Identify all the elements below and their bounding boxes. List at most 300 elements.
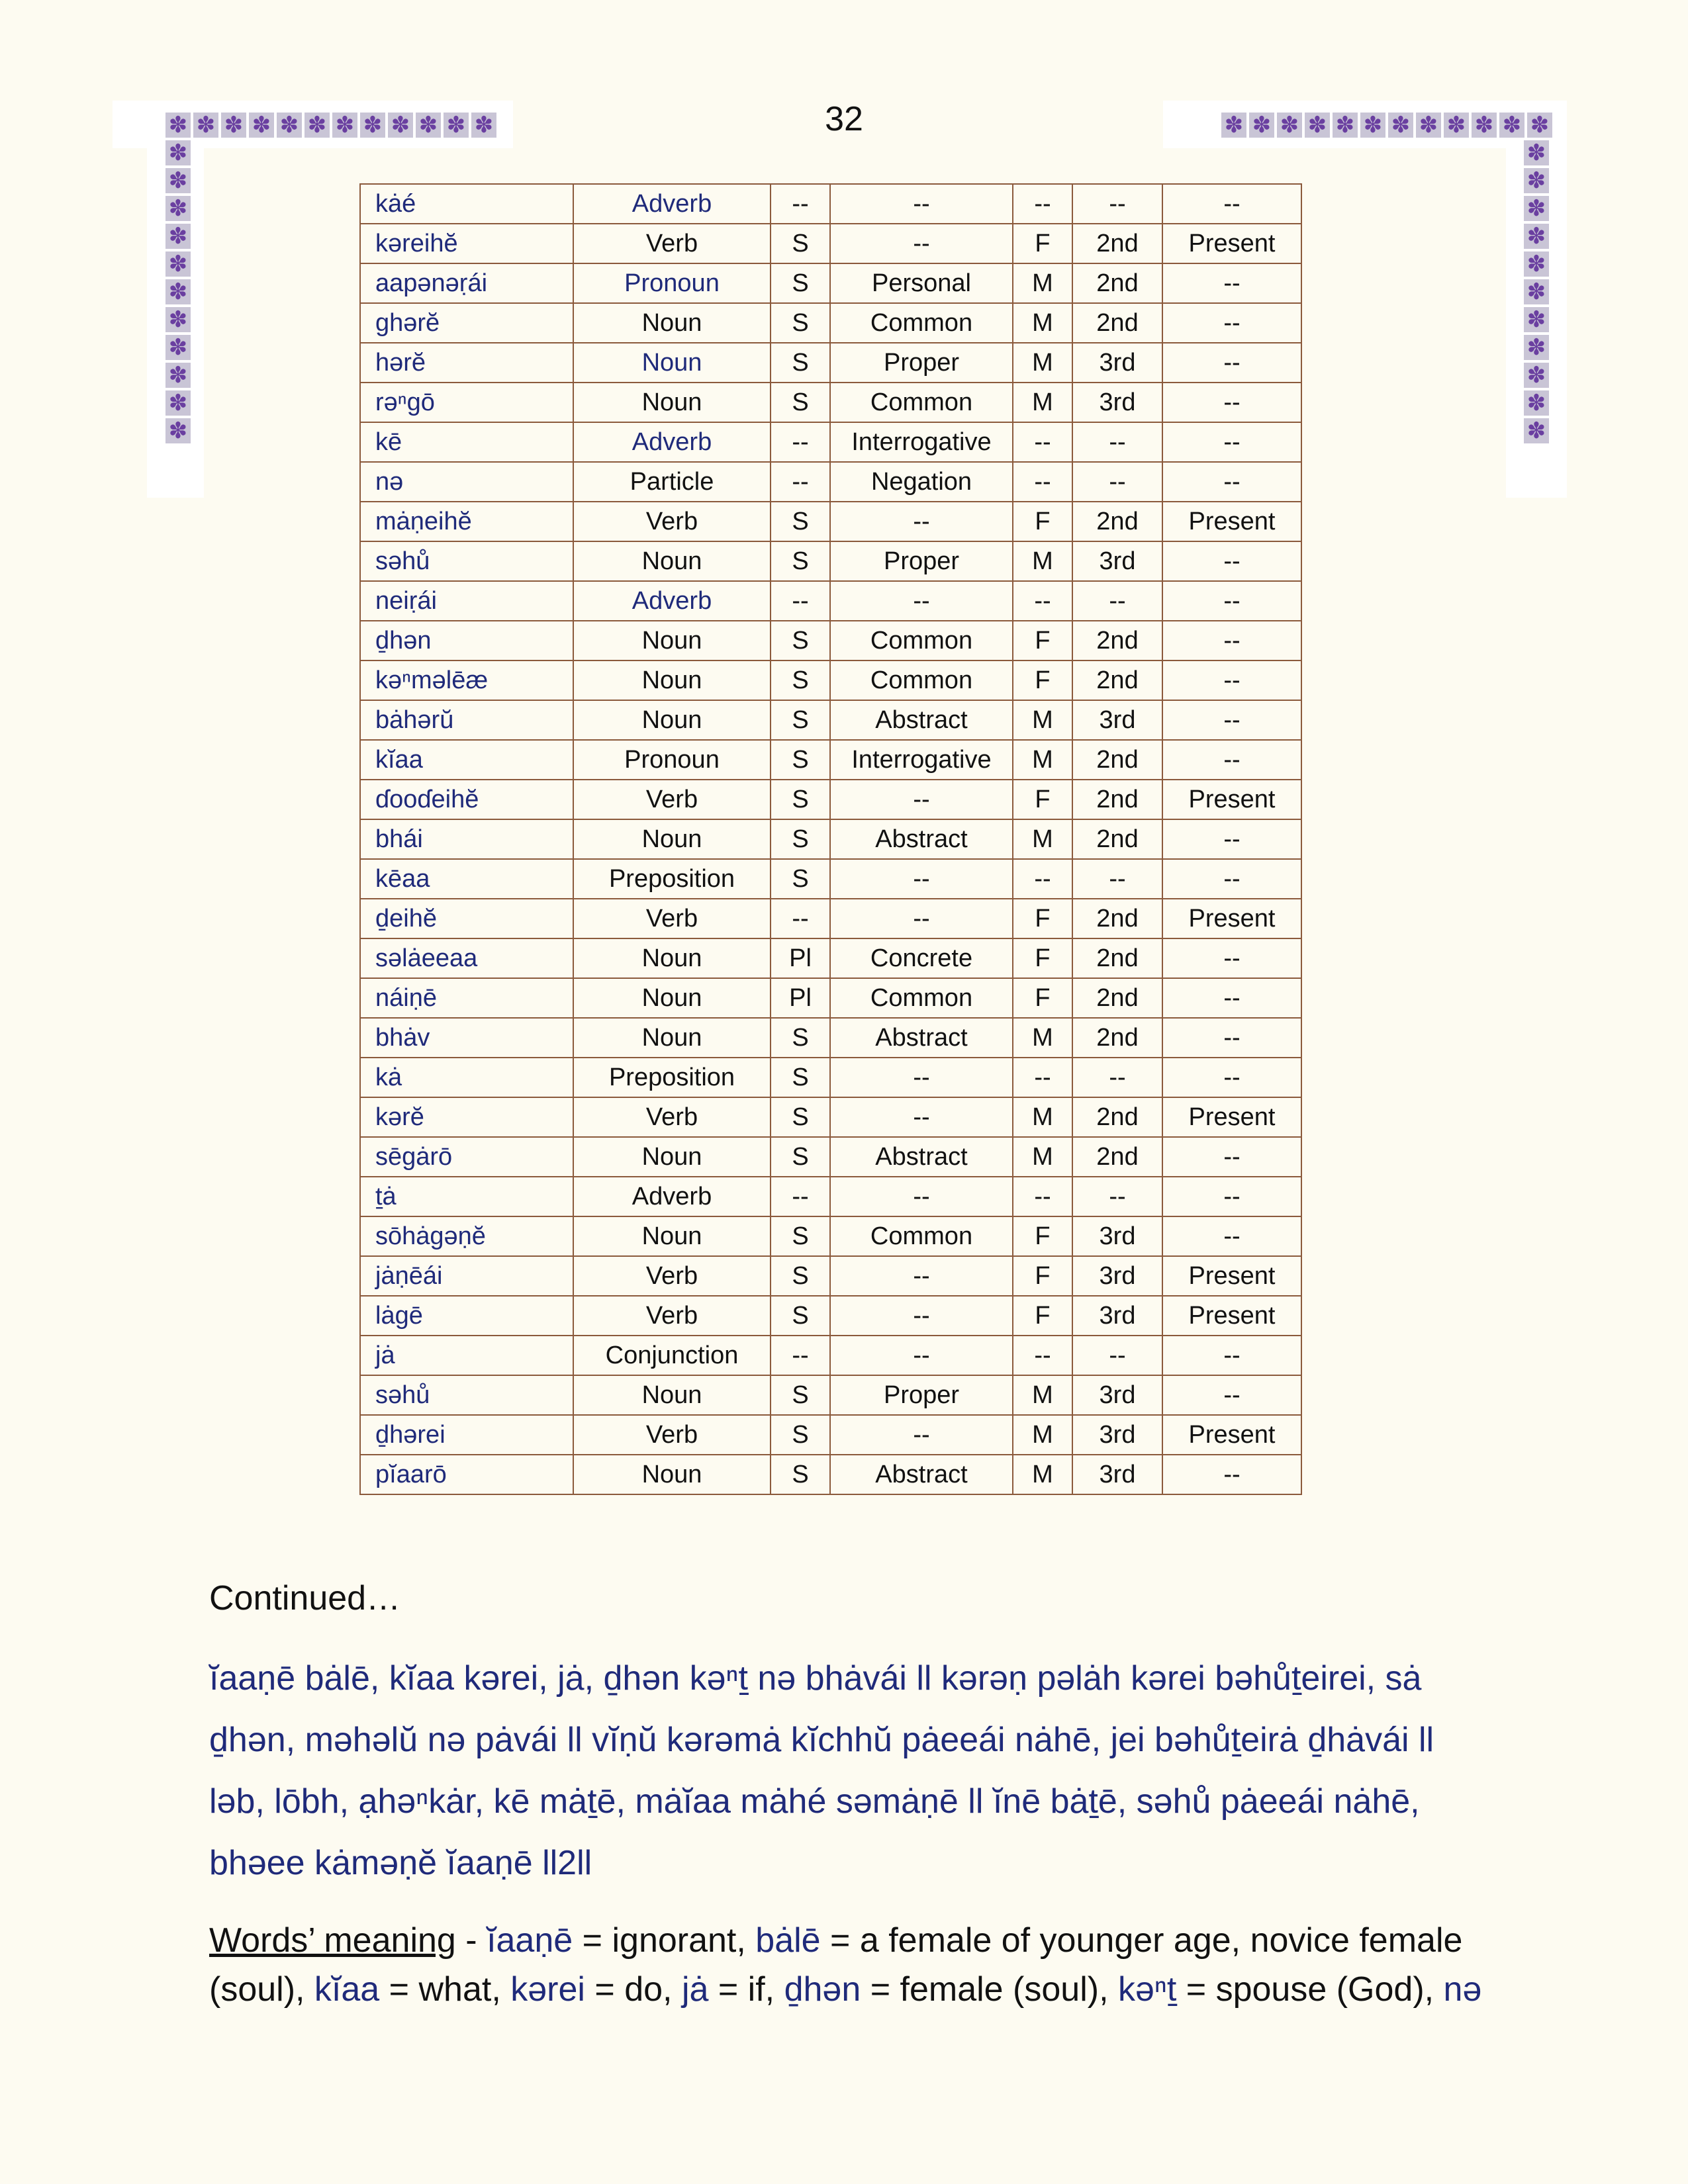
table-cell: -- bbox=[1072, 1177, 1162, 1216]
table-cell: -- bbox=[771, 184, 830, 224]
table-cell: -- bbox=[1162, 462, 1301, 502]
verse-line: ḏhən, məhəlŭ nə pȧvái ll vĭṇŭ kərəmȧ kĭchhŭ pȧeeái nȧhē, jei bəhůṯeirȧ ḏhȧvái ll bbox=[209, 1721, 1434, 1759]
table-cell: -- bbox=[1162, 541, 1301, 581]
table-cell: -- bbox=[1013, 462, 1072, 502]
page-number: 32 bbox=[825, 100, 863, 138]
flower-icon: ✽ bbox=[193, 113, 218, 138]
table-cell: Noun bbox=[573, 1018, 771, 1058]
table-cell: -- bbox=[1162, 700, 1301, 740]
flower-icon: ✽ bbox=[165, 196, 191, 221]
table-cell: Common bbox=[830, 1216, 1013, 1256]
table-cell: -- bbox=[1162, 1455, 1301, 1494]
table-cell: Personal bbox=[830, 263, 1013, 303]
table-cell: -- bbox=[1162, 938, 1301, 978]
table-cell: 2nd bbox=[1072, 740, 1162, 780]
table-cell: -- bbox=[1162, 819, 1301, 859]
table-cell: Abstract bbox=[830, 700, 1013, 740]
table-row bbox=[360, 899, 1301, 938]
table-cell-word: səhů bbox=[360, 541, 573, 581]
table-cell: M bbox=[1013, 263, 1072, 303]
table-cell: S bbox=[771, 343, 830, 383]
flower-icon: ✽ bbox=[1524, 335, 1549, 360]
table-cell: S bbox=[771, 1415, 830, 1455]
table-cell: -- bbox=[1162, 1375, 1301, 1415]
table-cell-word: kȧ bbox=[360, 1058, 573, 1097]
table-cell: F bbox=[1013, 660, 1072, 700]
table-cell: -- bbox=[1162, 343, 1301, 383]
table-cell: M bbox=[1013, 343, 1072, 383]
table-cell: Common bbox=[830, 978, 1013, 1018]
table-cell: Common bbox=[830, 383, 1013, 422]
table-row bbox=[360, 502, 1301, 541]
table-cell: -- bbox=[1162, 1216, 1301, 1256]
meaning-definition: = spouse (God), bbox=[1176, 1970, 1444, 2009]
table-cell: S bbox=[771, 383, 830, 422]
table-cell: Noun bbox=[573, 819, 771, 859]
meaning-term: kəⁿṯ bbox=[1117, 1970, 1177, 2009]
table-cell: Abstract bbox=[830, 1455, 1013, 1494]
flower-icon: ✽ bbox=[1416, 113, 1441, 138]
meaning-definition: = what, bbox=[379, 1970, 511, 2009]
table-cell: 3rd bbox=[1072, 541, 1162, 581]
table-cell: 2nd bbox=[1072, 1137, 1162, 1177]
table-cell: -- bbox=[1162, 1058, 1301, 1097]
table-cell: -- bbox=[1162, 422, 1301, 462]
table-cell: Noun bbox=[573, 1455, 771, 1494]
table-cell: Pronoun bbox=[573, 263, 771, 303]
table-row bbox=[360, 1296, 1301, 1336]
table-cell: 3rd bbox=[1072, 383, 1162, 422]
table-cell: Abstract bbox=[830, 1018, 1013, 1058]
flower-icon: ✽ bbox=[1524, 390, 1549, 416]
table-cell: Noun bbox=[573, 383, 771, 422]
flower-icon: ✽ bbox=[1388, 113, 1413, 138]
table-cell: -- bbox=[830, 1296, 1013, 1336]
table-cell: Adverb bbox=[573, 422, 771, 462]
table-cell: 3rd bbox=[1072, 1415, 1162, 1455]
table-cell: 3rd bbox=[1072, 1216, 1162, 1256]
table-cell: -- bbox=[1072, 462, 1162, 502]
flower-border-right bbox=[1524, 140, 1549, 443]
table-cell-word: kȧé bbox=[360, 184, 573, 224]
table-row bbox=[360, 184, 1301, 224]
table-cell-word: kĭaa bbox=[360, 740, 573, 780]
flower-icon: ✽ bbox=[1249, 113, 1274, 138]
table-cell: 2nd bbox=[1072, 303, 1162, 343]
table-row bbox=[360, 859, 1301, 899]
table-cell-word: ɗooɗeihĕ bbox=[360, 780, 573, 819]
flower-icon: ✽ bbox=[1524, 168, 1549, 193]
table-cell: Noun bbox=[573, 660, 771, 700]
meaning-term: ḏhən bbox=[784, 1970, 861, 2009]
table-cell: Verb bbox=[573, 1256, 771, 1296]
table-row bbox=[360, 422, 1301, 462]
table-cell: -- bbox=[1072, 859, 1162, 899]
table-cell: Proper bbox=[830, 541, 1013, 581]
table-cell: M bbox=[1013, 740, 1072, 780]
flower-icon: ✽ bbox=[1472, 113, 1497, 138]
table-cell: -- bbox=[1162, 740, 1301, 780]
table-cell-word: kəreihĕ bbox=[360, 224, 573, 263]
table-row bbox=[360, 1415, 1301, 1455]
table-cell: F bbox=[1013, 224, 1072, 263]
table-cell: -- bbox=[1013, 859, 1072, 899]
table-cell: 2nd bbox=[1072, 780, 1162, 819]
table-row bbox=[360, 303, 1301, 343]
table-cell-word: bȧhərŭ bbox=[360, 700, 573, 740]
table-row bbox=[360, 780, 1301, 819]
flower-border-top-right bbox=[1221, 113, 1552, 138]
table-cell: -- bbox=[830, 1097, 1013, 1137]
table-cell: -- bbox=[1162, 303, 1301, 343]
table-cell: M bbox=[1013, 819, 1072, 859]
table-cell: 2nd bbox=[1072, 819, 1162, 859]
meaning-term: ĭaaṇē bbox=[487, 1921, 573, 1960]
table-cell: M bbox=[1013, 541, 1072, 581]
table-cell-word: sōhȧgəṇĕ bbox=[360, 1216, 573, 1256]
flower-icon: ✽ bbox=[416, 113, 441, 138]
table-cell: Pl bbox=[771, 938, 830, 978]
table-cell: Noun bbox=[573, 541, 771, 581]
table-cell: M bbox=[1013, 1018, 1072, 1058]
table-cell: M bbox=[1013, 1137, 1072, 1177]
table-cell: S bbox=[771, 1216, 830, 1256]
table-cell: F bbox=[1013, 1296, 1072, 1336]
table-cell: -- bbox=[1072, 422, 1162, 462]
table-cell-word: səhů bbox=[360, 1375, 573, 1415]
table-cell: Present bbox=[1162, 1097, 1301, 1137]
table-cell: -- bbox=[1162, 184, 1301, 224]
table-row bbox=[360, 343, 1301, 383]
table-cell: Negation bbox=[830, 462, 1013, 502]
table-cell: Common bbox=[830, 303, 1013, 343]
meaning-definition: = do, bbox=[585, 1970, 682, 2009]
table-row bbox=[360, 1336, 1301, 1375]
table-cell: M bbox=[1013, 1455, 1072, 1494]
table-cell-word: ḏeihĕ bbox=[360, 899, 573, 938]
meaning-dash: - bbox=[455, 1921, 487, 1960]
flower-icon: ✽ bbox=[1524, 418, 1549, 443]
table-cell: Common bbox=[830, 621, 1013, 660]
table-cell-word: rəⁿgō bbox=[360, 383, 573, 422]
table-row bbox=[360, 581, 1301, 621]
flower-icon: ✽ bbox=[165, 251, 191, 277]
flower-icon: ✽ bbox=[165, 140, 191, 165]
flower-icon: ✽ bbox=[1444, 113, 1469, 138]
table-cell: 2nd bbox=[1072, 502, 1162, 541]
table-cell: 3rd bbox=[1072, 1256, 1162, 1296]
table-cell: 2nd bbox=[1072, 621, 1162, 660]
table-cell-word: səlȧeeaa bbox=[360, 938, 573, 978]
table-cell-word: lȧgē bbox=[360, 1296, 573, 1336]
flower-icon: ✽ bbox=[1277, 113, 1302, 138]
words-meaning-title: Words’ meaning bbox=[209, 1921, 456, 1960]
table-cell: -- bbox=[1162, 621, 1301, 660]
meaning-definition: = a female of younger age, novice female (soul), bbox=[209, 1921, 1463, 2009]
table-cell: -- bbox=[830, 224, 1013, 263]
table-cell: Present bbox=[1162, 899, 1301, 938]
table-cell: -- bbox=[1162, 1336, 1301, 1375]
table-cell: M bbox=[1013, 1097, 1072, 1137]
table-cell: S bbox=[771, 700, 830, 740]
table-row bbox=[360, 978, 1301, 1018]
table-cell: S bbox=[771, 740, 830, 780]
table-row bbox=[360, 1018, 1301, 1058]
table-cell: -- bbox=[830, 780, 1013, 819]
table-cell-word: ḏhərei bbox=[360, 1415, 573, 1455]
table-cell: F bbox=[1013, 1216, 1072, 1256]
table-cell: S bbox=[771, 1256, 830, 1296]
verse bbox=[209, 1648, 1500, 1894]
table-cell: -- bbox=[771, 899, 830, 938]
table-cell-word: ṯȧ bbox=[360, 1177, 573, 1216]
table-row bbox=[360, 1375, 1301, 1415]
table-cell: -- bbox=[1072, 184, 1162, 224]
meaning-definition: = female (soul), bbox=[861, 1970, 1118, 2009]
table-cell: 3rd bbox=[1072, 1455, 1162, 1494]
table-cell: 2nd bbox=[1072, 263, 1162, 303]
flower-icon: ✽ bbox=[165, 390, 191, 416]
table-cell: Noun bbox=[573, 343, 771, 383]
table-cell: M bbox=[1013, 1415, 1072, 1455]
table-cell: S bbox=[771, 859, 830, 899]
flower-icon: ✽ bbox=[305, 113, 330, 138]
table-cell-word: náiṇē bbox=[360, 978, 573, 1018]
table-cell-word: mȧṇeihĕ bbox=[360, 502, 573, 541]
table-cell: Noun bbox=[573, 938, 771, 978]
table-row bbox=[360, 1455, 1301, 1494]
flower-icon: ✽ bbox=[1499, 113, 1524, 138]
table-cell: Noun bbox=[573, 303, 771, 343]
table-cell: F bbox=[1013, 621, 1072, 660]
table-row bbox=[360, 660, 1301, 700]
flower-icon: ✽ bbox=[1524, 307, 1549, 332]
flower-icon: ✽ bbox=[221, 113, 246, 138]
table-cell: -- bbox=[1072, 1336, 1162, 1375]
table-cell: 2nd bbox=[1072, 978, 1162, 1018]
table-cell: -- bbox=[830, 1256, 1013, 1296]
table-cell-word: hərĕ bbox=[360, 343, 573, 383]
table-cell-word: sēgȧrō bbox=[360, 1137, 573, 1177]
table-row bbox=[360, 462, 1301, 502]
flower-icon: ✽ bbox=[1524, 196, 1549, 221]
table-cell-word: bhȧv bbox=[360, 1018, 573, 1058]
table-cell: -- bbox=[830, 502, 1013, 541]
table-cell: Noun bbox=[573, 1375, 771, 1415]
table-cell: S bbox=[771, 660, 830, 700]
table-cell: S bbox=[771, 819, 830, 859]
flower-icon: ✽ bbox=[165, 224, 191, 249]
table-cell: F bbox=[1013, 1256, 1072, 1296]
table-cell: S bbox=[771, 1097, 830, 1137]
table-cell: F bbox=[1013, 938, 1072, 978]
table-cell: S bbox=[771, 224, 830, 263]
table-row bbox=[360, 383, 1301, 422]
table-cell: Adverb bbox=[573, 581, 771, 621]
table-cell: Noun bbox=[573, 621, 771, 660]
table-cell: -- bbox=[830, 1058, 1013, 1097]
table-row bbox=[360, 1177, 1301, 1216]
table-cell: -- bbox=[1072, 581, 1162, 621]
table-cell: Common bbox=[830, 660, 1013, 700]
table-cell: S bbox=[771, 621, 830, 660]
table-cell: Verb bbox=[573, 1097, 771, 1137]
flower-icon: ✽ bbox=[1524, 363, 1549, 388]
flower-icon: ✽ bbox=[165, 307, 191, 332]
grammar-table bbox=[359, 183, 1302, 1495]
table-cell: F bbox=[1013, 978, 1072, 1018]
table-cell: 2nd bbox=[1072, 224, 1162, 263]
flower-icon: ✽ bbox=[165, 113, 191, 138]
table-cell-word: kē bbox=[360, 422, 573, 462]
table-cell: Interrogative bbox=[830, 422, 1013, 462]
flower-icon: ✽ bbox=[1333, 113, 1358, 138]
table-cell-word: nə bbox=[360, 462, 573, 502]
table-cell: Abstract bbox=[830, 1137, 1013, 1177]
table-cell-word: kēaa bbox=[360, 859, 573, 899]
table-cell: -- bbox=[830, 1336, 1013, 1375]
table-cell: 3rd bbox=[1072, 343, 1162, 383]
table-cell: Conjunction bbox=[573, 1336, 771, 1375]
table-cell: Pl bbox=[771, 978, 830, 1018]
flower-icon: ✽ bbox=[165, 418, 191, 443]
table-cell: S bbox=[771, 303, 830, 343]
table-cell: M bbox=[1013, 303, 1072, 343]
table-cell: S bbox=[771, 541, 830, 581]
table-cell: Interrogative bbox=[830, 740, 1013, 780]
table-cell: Noun bbox=[573, 700, 771, 740]
flower-icon: ✽ bbox=[165, 363, 191, 388]
table-cell: S bbox=[771, 1058, 830, 1097]
table-cell: S bbox=[771, 1375, 830, 1415]
table-cell: S bbox=[771, 502, 830, 541]
table-cell: M bbox=[1013, 700, 1072, 740]
table-cell: -- bbox=[771, 422, 830, 462]
table-row bbox=[360, 740, 1301, 780]
table-cell: 2nd bbox=[1072, 1018, 1162, 1058]
meaning-term: kərei bbox=[510, 1970, 585, 2009]
table-cell: Particle bbox=[573, 462, 771, 502]
table-cell: Preposition bbox=[573, 1058, 771, 1097]
meaning-definition: = if, bbox=[708, 1970, 784, 2009]
table-cell: -- bbox=[1162, 978, 1301, 1018]
table-cell: 3rd bbox=[1072, 1296, 1162, 1336]
table-cell-word: bhái bbox=[360, 819, 573, 859]
table-cell: Present bbox=[1162, 502, 1301, 541]
table-cell: -- bbox=[830, 899, 1013, 938]
table-cell: M bbox=[1013, 383, 1072, 422]
table-row bbox=[360, 541, 1301, 581]
table-cell: Preposition bbox=[573, 859, 771, 899]
table-cell: -- bbox=[1013, 1177, 1072, 1216]
flower-icon: ✽ bbox=[388, 113, 413, 138]
flower-icon: ✽ bbox=[1360, 113, 1385, 138]
table-cell: F bbox=[1013, 780, 1072, 819]
meaning-term: kĭaa bbox=[314, 1970, 380, 2009]
table-cell: -- bbox=[771, 462, 830, 502]
table-row bbox=[360, 1058, 1301, 1097]
table-cell: -- bbox=[1013, 1336, 1072, 1375]
table-cell: Verb bbox=[573, 1296, 771, 1336]
table-row bbox=[360, 819, 1301, 859]
table-cell: -- bbox=[1013, 1058, 1072, 1097]
flower-icon: ✽ bbox=[165, 335, 191, 360]
table-cell: -- bbox=[1162, 383, 1301, 422]
table-cell-word: kəⁿməlēæ bbox=[360, 660, 573, 700]
table-cell: -- bbox=[1072, 1058, 1162, 1097]
table-cell: Present bbox=[1162, 1296, 1301, 1336]
table-cell: Verb bbox=[573, 899, 771, 938]
table-cell: -- bbox=[771, 1177, 830, 1216]
flower-icon: ✽ bbox=[1305, 113, 1330, 138]
verse-line: bhəee kȧməṇĕ ĭaaṇē ll2ll bbox=[209, 1844, 592, 1882]
table-row bbox=[360, 621, 1301, 660]
table-cell: 2nd bbox=[1072, 1097, 1162, 1137]
flower-icon: ✽ bbox=[165, 279, 191, 304]
table-cell: -- bbox=[830, 581, 1013, 621]
table-cell: 2nd bbox=[1072, 938, 1162, 978]
table-cell-word: ḏhən bbox=[360, 621, 573, 660]
table-cell: 2nd bbox=[1072, 899, 1162, 938]
table-cell-word: kərĕ bbox=[360, 1097, 573, 1137]
meaning-term: jȧ bbox=[681, 1970, 709, 2009]
table-cell: Verb bbox=[573, 224, 771, 263]
table-cell: Noun bbox=[573, 1137, 771, 1177]
meaning-definition: = ignorant, bbox=[573, 1921, 756, 1960]
table-cell-word: aapənəṛái bbox=[360, 263, 573, 303]
table-cell: F bbox=[1013, 502, 1072, 541]
table-cell: -- bbox=[1162, 859, 1301, 899]
table-cell: -- bbox=[771, 1336, 830, 1375]
flower-icon: ✽ bbox=[249, 113, 274, 138]
table-cell-word: ghərĕ bbox=[360, 303, 573, 343]
table-cell: -- bbox=[1162, 1137, 1301, 1177]
table-cell: -- bbox=[830, 184, 1013, 224]
table-cell: -- bbox=[1013, 422, 1072, 462]
table-row bbox=[360, 263, 1301, 303]
table-row bbox=[360, 1216, 1301, 1256]
flower-icon: ✽ bbox=[165, 168, 191, 193]
table-cell: S bbox=[771, 1018, 830, 1058]
table-row bbox=[360, 224, 1301, 263]
table-cell: S bbox=[771, 1137, 830, 1177]
flower-border-top-left bbox=[165, 113, 496, 138]
table-cell: Adverb bbox=[573, 184, 771, 224]
table-cell: 3rd bbox=[1072, 1375, 1162, 1415]
flower-icon: ✽ bbox=[1221, 113, 1246, 138]
table-cell: -- bbox=[830, 1415, 1013, 1455]
flower-icon: ✽ bbox=[1524, 224, 1549, 249]
table-cell: Present bbox=[1162, 1415, 1301, 1455]
flower-icon: ✽ bbox=[277, 113, 302, 138]
table-cell-word: pĭaarō bbox=[360, 1455, 573, 1494]
flower-icon: ✽ bbox=[1524, 279, 1549, 304]
table-cell: Noun bbox=[573, 978, 771, 1018]
table-cell: -- bbox=[1013, 184, 1072, 224]
flower-icon: ✽ bbox=[1527, 113, 1552, 138]
table-cell: Noun bbox=[573, 1216, 771, 1256]
table-cell: 3rd bbox=[1072, 700, 1162, 740]
table-cell: -- bbox=[1162, 1018, 1301, 1058]
flower-border-left bbox=[165, 140, 191, 443]
table-cell: S bbox=[771, 780, 830, 819]
flower-icon: ✽ bbox=[1524, 251, 1549, 277]
table-cell: Present bbox=[1162, 1256, 1301, 1296]
verse-line: ĭaaṇē bȧlē, kĭaa kərei, jȧ, ḏhən kəⁿṯ nə bhȧvái ll kərəṇ pəlȧh kərei bəhůṯeirei, sȧ bbox=[209, 1659, 1422, 1698]
table-cell: -- bbox=[1162, 660, 1301, 700]
table-cell-word: jȧṇēái bbox=[360, 1256, 573, 1296]
table-row bbox=[360, 700, 1301, 740]
